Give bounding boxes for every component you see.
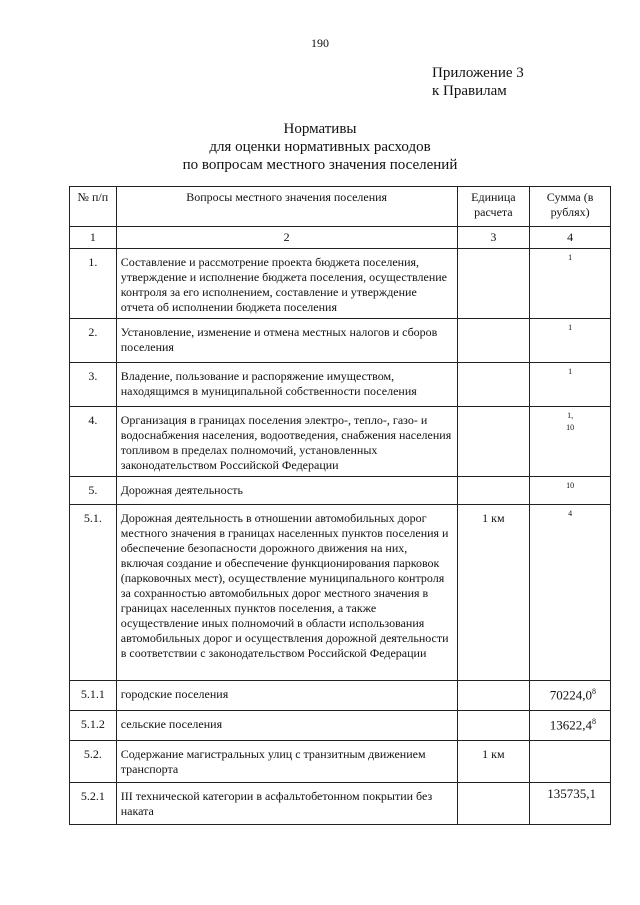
table-row <box>70 249 611 319</box>
table-row <box>70 407 611 477</box>
header-sum: Сумма (в рублях) <box>530 187 611 227</box>
row-num: 5.1.2 <box>70 711 117 741</box>
table-row <box>70 711 611 741</box>
row-num: 5.2. <box>70 741 117 783</box>
header-unit: Единица расчета <box>457 187 530 227</box>
row-sum-value: 135735,1 <box>547 786 596 801</box>
row-sum <box>530 681 611 711</box>
title-line-1: Нормативы <box>283 121 357 137</box>
row-question: городские поселения <box>116 681 457 711</box>
index-cell-3: 3 <box>457 227 530 249</box>
row-sum-footnote: 8 <box>592 717 596 726</box>
row-sum <box>530 741 611 783</box>
row-num: 5.1. <box>70 505 117 681</box>
index-cell-1: 1 <box>70 227 117 249</box>
row-unit <box>457 477 530 505</box>
row-unit <box>457 407 530 477</box>
row-sum-value: 70224,0 <box>549 687 592 703</box>
row-sum <box>530 783 611 825</box>
row-sum-note: 1 <box>568 253 573 262</box>
index-cell-4: 4 <box>530 227 611 249</box>
appendix-reference <box>432 64 524 100</box>
row-unit <box>457 711 530 741</box>
title-line-2: для оценки нормативных расходов <box>209 139 431 155</box>
row-unit: 1 км <box>457 505 530 681</box>
row-unit <box>457 681 530 711</box>
row-num: 1. <box>70 249 117 319</box>
index-cell-2: 2 <box>116 227 457 249</box>
row-question: III технической категории в асфальтобетонном покрытии без наката <box>116 783 457 825</box>
table-header-row <box>70 187 611 227</box>
row-sum-note: 1, <box>567 411 574 420</box>
row-unit <box>457 363 530 407</box>
row-num: 5. <box>70 477 117 505</box>
row-sum <box>530 505 611 681</box>
row-question: Содержание магистральных улиц с транзитным движением транспорта <box>116 741 457 783</box>
row-num: 5.2.1 <box>70 783 117 825</box>
table-row <box>70 783 611 825</box>
row-question: Организация в границах поселения электро-, тепло-, газо- и водоснабжения населения, водоотведения, снабжения населения топливом в пределах полномочий, установленных законодательством Российской Федерации <box>116 407 457 477</box>
row-unit <box>457 249 530 319</box>
table-row <box>70 363 611 407</box>
norms-table <box>69 186 611 825</box>
row-sum-note: 4 <box>568 509 573 518</box>
row-sum <box>530 363 611 407</box>
table-row <box>70 477 611 505</box>
page-number: 190 <box>311 36 329 50</box>
row-sum-note-2: 10 <box>566 423 575 432</box>
row-sum-value: 13622,4 <box>549 717 592 733</box>
header-question: Вопросы местного значения поселения <box>116 187 457 227</box>
row-num: 3. <box>70 363 117 407</box>
document-title <box>0 120 640 174</box>
table-row <box>70 319 611 363</box>
row-sum-footnote: 8 <box>592 687 596 696</box>
title-line-3: по вопросам местного значения поселений <box>182 157 458 173</box>
row-unit <box>457 319 530 363</box>
table-row <box>70 505 611 681</box>
row-question: Установление, изменение и отмена местных налогов и сборов поселения <box>116 319 457 363</box>
row-unit: 1 км <box>457 741 530 783</box>
row-question: сельские поселения <box>116 711 457 741</box>
row-sum <box>530 477 611 505</box>
appendix-line-1: Приложение 3 <box>432 65 524 81</box>
table-row <box>70 681 611 711</box>
row-question: Дорожная деятельность <box>116 477 457 505</box>
table-row <box>70 741 611 783</box>
table-index-row <box>70 227 611 249</box>
row-sum-note: 10 <box>566 481 575 490</box>
row-sum <box>530 319 611 363</box>
appendix-line-2: к Правилам <box>432 83 507 99</box>
row-sum <box>530 711 611 741</box>
row-question: Владение, пользование и распоряжение имуществом, находящимся в муниципальной собственности поселения <box>116 363 457 407</box>
row-question: Дорожная деятельность в отношении автомобильных дорог местного значения в границах населенных пунктов поселения и обеспечение безопасности дорожного движения на них, включая создание и обеспечение функционирования парковок (парковочных мест), осуществление муниципального контроля за сохранностью автомобильных дорог местного значения в границах населенных пунктов поселения, а также осуществление иных полномочий в области использования автомобильных дорог и осуществления дорожной деятельности в соответствии с законодательством Российской Федерации <box>116 505 457 681</box>
row-num: 5.1.1 <box>70 681 117 711</box>
row-unit <box>457 783 530 825</box>
row-sum <box>530 407 611 477</box>
row-num: 2. <box>70 319 117 363</box>
row-sum-note: 1 <box>568 367 573 376</box>
row-sum-note: 1 <box>568 323 573 332</box>
row-num: 4. <box>70 407 117 477</box>
row-sum <box>530 249 611 319</box>
row-question: Составление и рассмотрение проекта бюджета поселения, утверждение и исполнение бюджета поселения, осуществление контроля за его исполнением, составление и утверждение отчета об исполнении бюджета поселения <box>116 249 457 319</box>
header-num: № п/п <box>70 187 117 227</box>
